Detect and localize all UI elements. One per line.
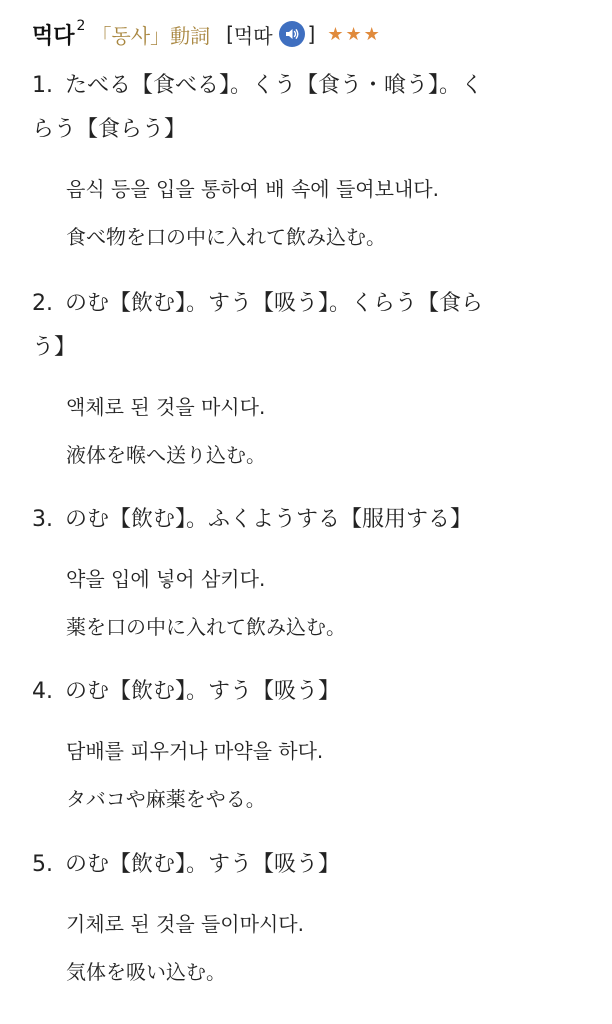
entry-header [32, 14, 382, 54]
sense-translation: のむ【飲む】。すう【吸う】。くらう【食ら [65, 291, 484, 316]
japanese-definition: 薬を口の中に入れて飲み込む。 [66, 615, 346, 639]
pronunciation-open-bracket: [ [226, 22, 234, 46]
sense-translation: のむ【飲む】。すう【吸う】 [65, 852, 341, 877]
sense-1 [32, 64, 592, 250]
sense-translation-continued: らう【食らう】 [32, 117, 187, 142]
korean-definition: 액체로 된 것을 마시다. [66, 395, 266, 419]
speaker-icon-glyph [284, 26, 300, 42]
sense-title [32, 670, 592, 714]
sense-title [32, 64, 592, 152]
pronunciation [226, 20, 315, 49]
sense-4 [32, 670, 592, 812]
japanese-definition: 食べ物を口の中に入れて飲み込む。 [66, 225, 386, 249]
sense-title [32, 282, 592, 370]
japanese-definition: タバコや麻薬をやる。 [66, 787, 266, 811]
sense-number: 3. [32, 507, 53, 532]
korean-definition: 담배를 피우거나 마약을 하다. [66, 739, 324, 763]
japanese-definition: 気体を吸い込む。 [66, 960, 226, 984]
sense-5 [32, 843, 592, 985]
headword: 먹다 [32, 23, 75, 49]
sense-translation: たべる【食べる】。くう【食う・喰う】。く [65, 73, 484, 98]
sense-3 [32, 498, 592, 640]
sense-translation: のむ【飲む】。すう【吸う】 [65, 679, 341, 704]
sense-translation: のむ【飲む】。ふくようする【服用する】 [65, 507, 473, 532]
korean-definition: 약을 입에 넣어 삼키다. [66, 567, 266, 591]
speaker-icon[interactable] [279, 21, 305, 47]
homonym-number: 2 [76, 18, 86, 34]
korean-definition: 기체로 된 것을 들이마시다. [66, 912, 304, 936]
sense-translation-continued: う】 [32, 335, 77, 360]
sense-number: 2. [32, 291, 53, 316]
pronunciation-text: 먹따 [233, 23, 273, 48]
sense-number: 4. [32, 679, 53, 704]
sense-title [32, 498, 592, 542]
sense-number: 1. [32, 73, 53, 98]
part-of-speech: 「동사」動詞 [91, 23, 211, 48]
korean-definition: 음식 등을 입을 통하여 배 속에 들여보내다. [66, 177, 439, 201]
sense-2 [32, 282, 592, 468]
sense-number: 5. [32, 852, 53, 877]
japanese-definition: 液体を喉へ送り込む。 [66, 443, 266, 467]
sense-title [32, 843, 592, 887]
importance-stars: ★★★ [327, 23, 382, 45]
pronunciation-close-bracket: ] [307, 22, 316, 46]
